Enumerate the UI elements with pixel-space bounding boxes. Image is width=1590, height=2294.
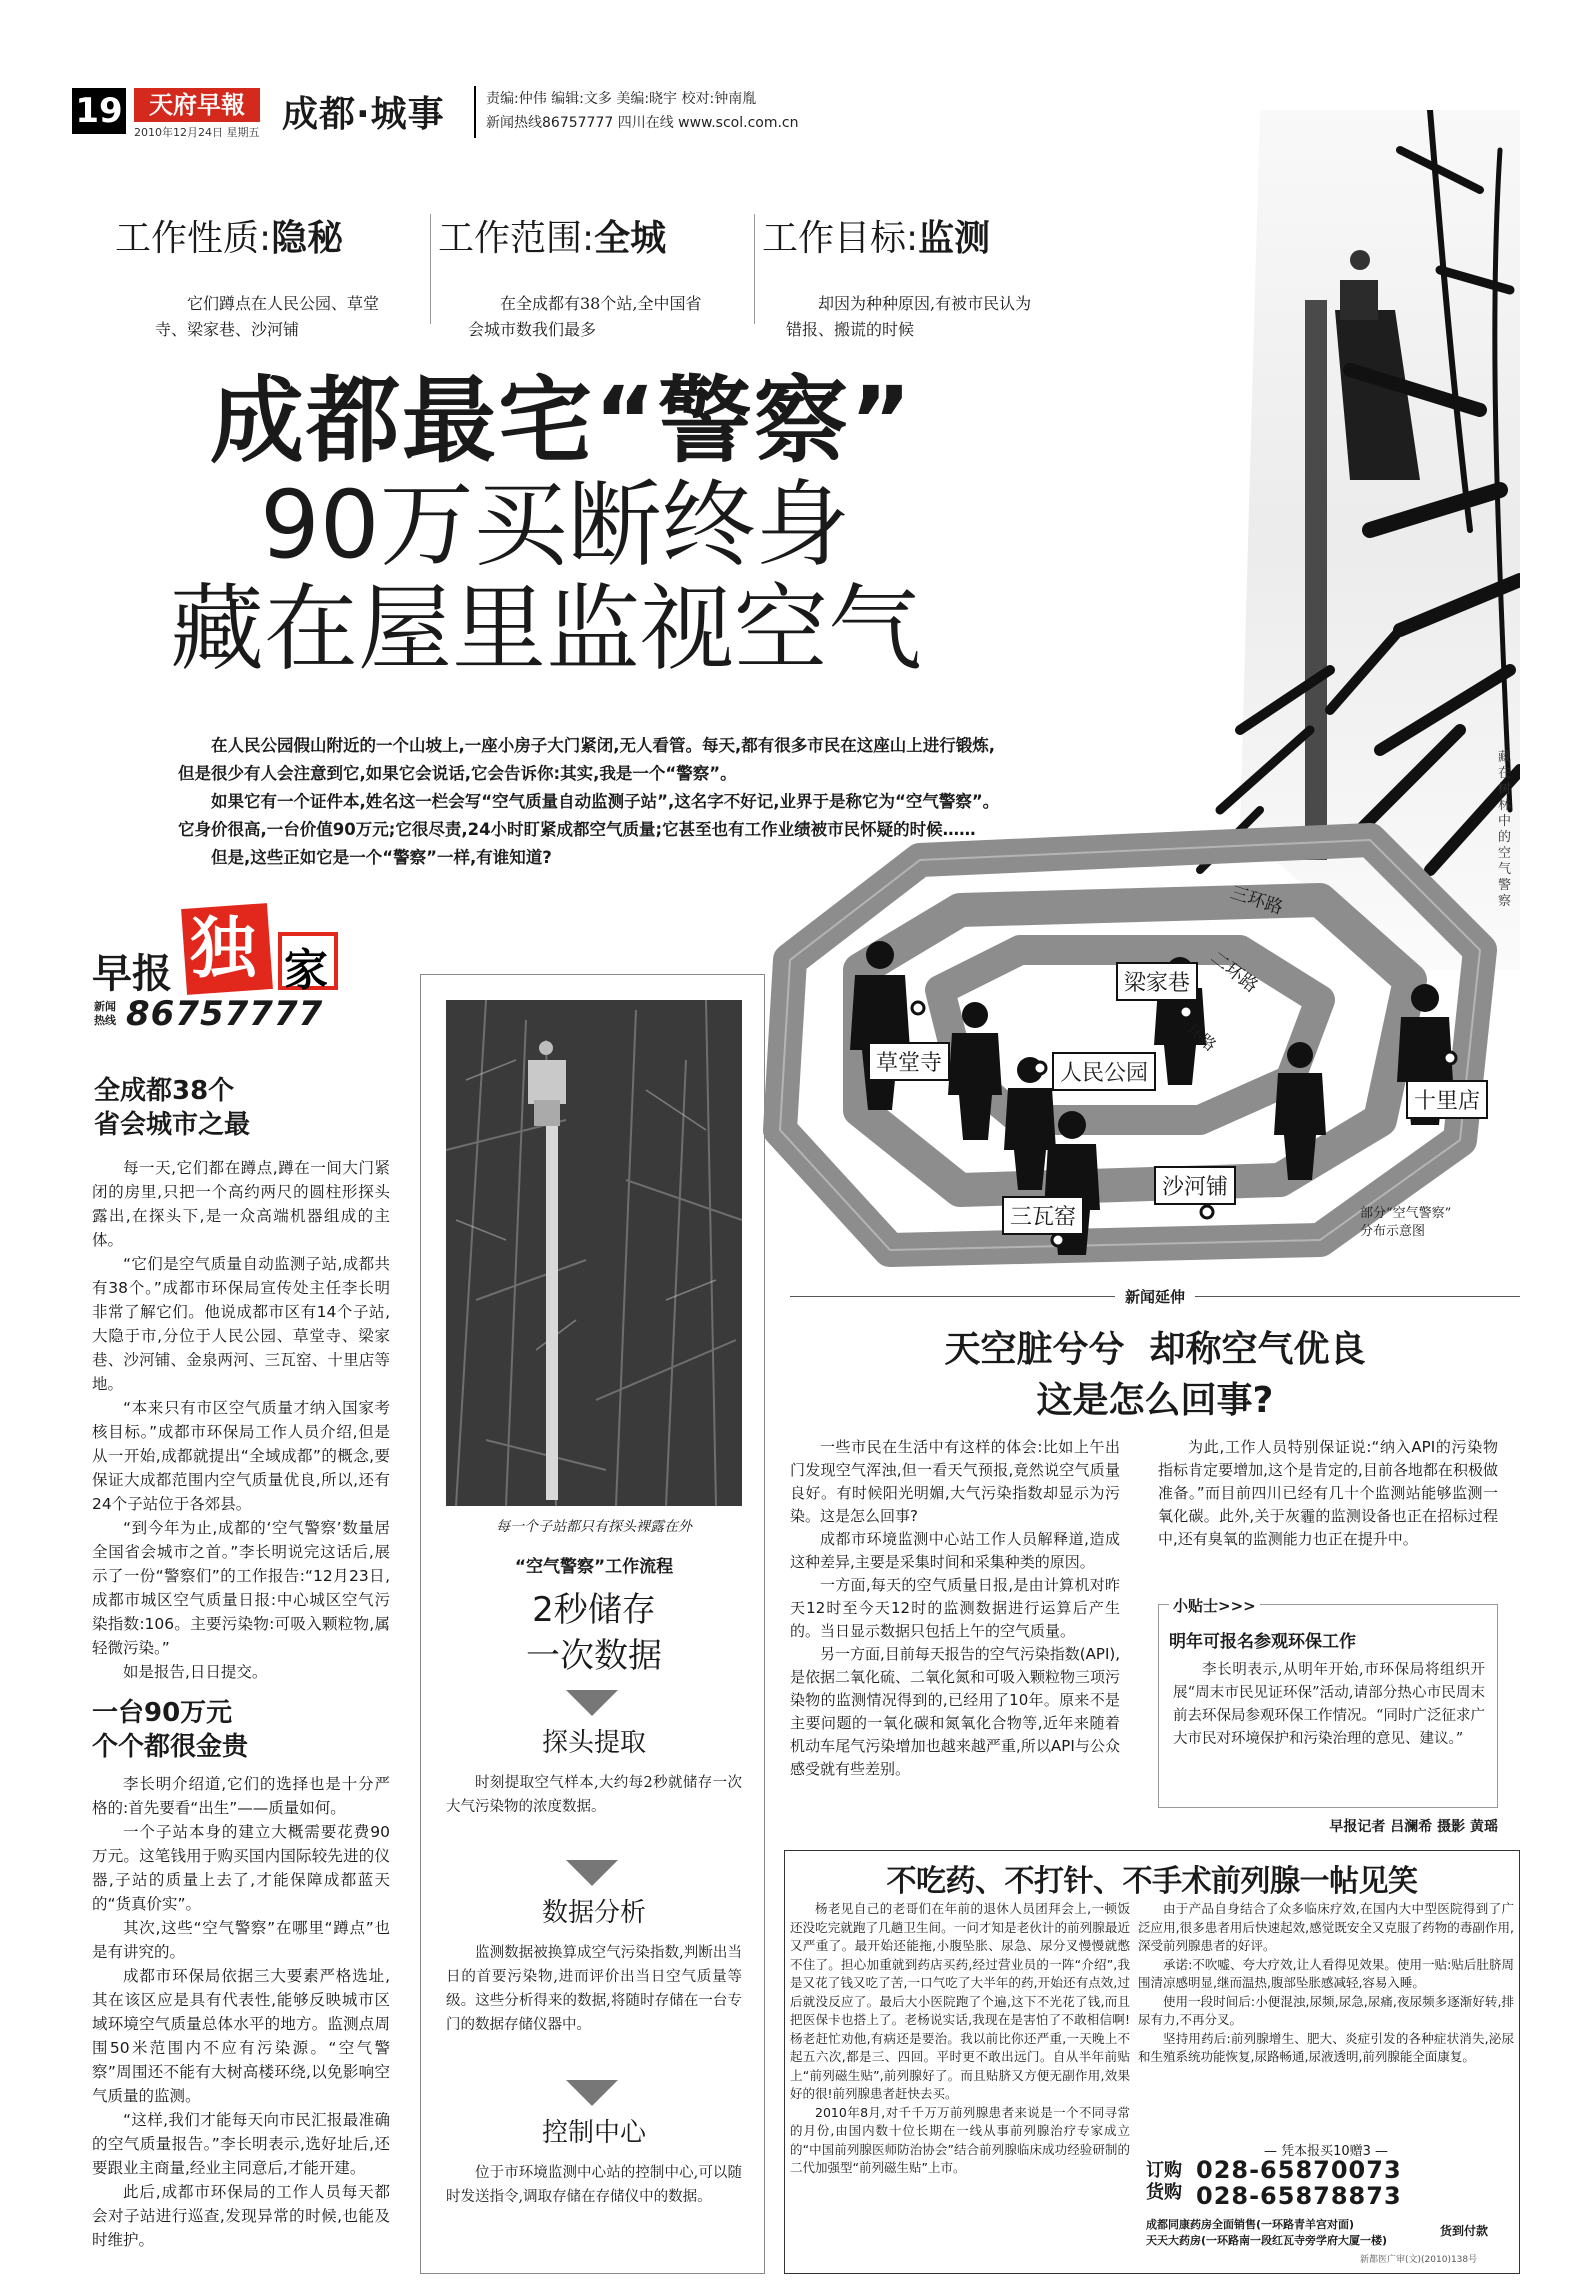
- hotline-label-1: 新闻: [94, 1000, 116, 1013]
- station-marker: [1444, 1052, 1456, 1064]
- fact-text: 却因为种种原因,有被市民认为错报、搬谎的时候: [786, 294, 1032, 339]
- fact-value: 全城: [594, 218, 667, 259]
- map-caption-1: 部分“空气警察”: [1360, 1206, 1452, 1221]
- ad-phone-2: 028-65878873: [1196, 2182, 1402, 2210]
- flow-label: “空气警察”工作流程: [514, 1557, 674, 1577]
- body-para: 李长明介绍道,它们的选择也是十分严格的:首先要看“出生”——质量如何。: [92, 1775, 390, 1817]
- flow-big-1: 2秒储存: [532, 1590, 656, 1630]
- station-label-liangjiaxiang: 梁家巷: [1116, 962, 1198, 1001]
- map-caption-2: 分布示意图: [1360, 1224, 1426, 1239]
- body-para: 成都市环保局依据三大要素严格选址,其在该区应是具有代表性,能够反映城市区域环境空气质量总体水平的地方。监测点周围50米范围内不应有污染源。“空气警察”周围还不能有大树高楼环绕,以免影响空气质量的监测。: [92, 1967, 390, 2105]
- page-number: 19: [72, 88, 126, 134]
- ad-order-label: [1146, 2160, 1186, 2204]
- left-paras-2: [92, 1772, 390, 2252]
- flow-step-title: 控制中心: [541, 2118, 646, 2148]
- headline-line-1: 成都最宅“警察”: [210, 367, 914, 476]
- left-column: [92, 1074, 390, 2252]
- fact-value: 隐秘: [271, 218, 344, 259]
- ad-para: 承诺:不吹嘘、夸大疗效,让人看得见效果。使用一贴:贴后肚脐周围清凉感明显,继而温热,腹部坠胀感减轻,容易入睡。: [1138, 1956, 1514, 1990]
- flow-arrow: [566, 1860, 618, 1886]
- fact-label: 工作性质:: [115, 218, 272, 259]
- tip-label: 小贴士>>>: [1169, 1595, 1260, 1616]
- section-title: 成都·城事: [282, 94, 445, 135]
- ring-label-3: 三环路: [1227, 882, 1286, 919]
- flow-arrow: [566, 2080, 618, 2106]
- flow-step-text: 时刻提取空气样本,大约每2秒就储存一次大气污染物的浓度数据。: [446, 1775, 742, 1815]
- credits-line-2: 新闻热线86757777 四川在线 www.scol.com.cn: [486, 115, 799, 131]
- body-para: 此后,成都市环保局的工作人员每天都会对子站进行巡查,发现异常的时候,也能及时维护。: [92, 2183, 390, 2249]
- station-photo-art: [446, 1000, 742, 1506]
- facts-row: [90, 210, 1050, 340]
- station-marker: [1201, 1206, 1213, 1218]
- ad-title: 不吃药、不打针、不手术前列腺一帖见笑: [886, 1864, 1418, 1899]
- flow-box: [446, 1552, 742, 1679]
- fact-divider-2: [754, 214, 755, 324]
- ad-offer-text: 凭本报买10赠3: [1281, 2144, 1371, 2159]
- station-label-shili: 十里店: [1406, 1080, 1488, 1119]
- headline-line-3: 藏在屋里监视空气: [170, 575, 923, 684]
- body-para: 另一方面,目前每天报告的空气污染指数(API),是依据二氧化硫、二氧化氮和可吸入颗粒物三项污染物的监测情况得到的,已经用了10年。原来不是主要问题的一氧化碳和氮氧化合物等,近年来随着机动车尾气污染增加也越来越严重,所以API与公众感受就有些差别。: [790, 1645, 1121, 1778]
- body-para: 一方面,每天的空气质量日报,是由计算机对昨天12时至今天12时的监测数据进行运算后产生的。当日显示数据只包括上午的空气质量。: [790, 1576, 1120, 1640]
- body-para: 成都市环境监测中心站工作人员解释道,造成这种差异,主要是采集时间和采集种类的原因。: [790, 1530, 1120, 1571]
- body-para: “这样,我们才能每天向市民汇报最准确的空气质量报告。”李长明表示,选好址后,还要跟业主商量,经业主同意后,才能开建。: [92, 2111, 390, 2177]
- credits-line-1: 责编:仲伟 编辑:文多 美编:晓宇 校对:钟南胤: [486, 91, 757, 107]
- exclusive-brand-1: 早报: [92, 951, 172, 997]
- fact-label: 工作范围:: [438, 218, 595, 259]
- intro-para: 如果它有一个证件本,姓名这一栏会写“空气质量自动监测子站”,这名字不好记,业界于是称它为“空气警察”。它身价很高,一台价值90万元;它很尽责,24小时盯紧成都空气质量;它甚至也有工作业绩被市民怀疑的时候……: [178, 792, 1000, 839]
- exclusive-brand-2: 独: [190, 910, 256, 987]
- ad-offer: — 凭本报买10赠3 —: [1263, 2144, 1389, 2159]
- ring-label-2: 二环路: [1206, 947, 1262, 998]
- issue-date: 2010年12月24日 星期五: [134, 126, 260, 139]
- subhead-line: 全成都38个: [94, 1076, 235, 1106]
- extension-title-1: 天空脏兮兮 却称空气优良: [944, 1329, 1366, 1370]
- news-extension: [790, 1286, 1520, 1423]
- subhead-line: 一台90万元: [92, 1698, 233, 1728]
- flow-arrow: [566, 1690, 618, 1716]
- ad-col-2: [1138, 1900, 1514, 2067]
- subhead-line: 个个都很金贵: [92, 1732, 249, 1762]
- extension-title-2: 这是怎么回事?: [1036, 1380, 1274, 1421]
- paper-logo: 天府早報: [134, 88, 260, 122]
- ring-map: [760, 820, 1520, 1290]
- body-para: “它们是空气质量自动监测子站,成都共有38个。”成都市环保局宣传处主任李长明非常了解它们。他说成都市区有14个子站,大隐于市,分位于人民公园、草堂寺、梁家巷、沙河铺、金泉两河、三瓦窑、十里店等地。: [92, 1255, 390, 1393]
- body-para: 为此,工作人员特别保证说:“纳入API的污染物指标肯定要增加,这个是肯定的,目前各地都在积极做准备。”而目前四川已经有几十个监测站能够监测一氧化碳。此外,关于灰霾的监测设备也正在招标过程中,还有臭氧的监测能力也正在提升中。: [1158, 1438, 1498, 1548]
- station-photo: [446, 1000, 742, 1506]
- hotline-number: 86757777: [126, 994, 324, 1034]
- exclusive-brand-3: 家: [284, 945, 328, 996]
- order-label: 货购: [1146, 2182, 1182, 2203]
- fact-divider-1: [430, 214, 431, 324]
- ad-address-2: 天天大药房(一环路南一段红瓦寺旁学府大厦一楼): [1146, 2234, 1388, 2247]
- exclusive-badge: [88, 902, 398, 1032]
- order-label: 订购: [1146, 2160, 1182, 2181]
- body-para: 每一天,它们都在蹲点,蹲在一间大门紧闭的房里,只把一个高约两尺的圆柱形探头露出,在探头下,是一众高端机器组成的主体。: [92, 1159, 390, 1249]
- ad-cod: 货到付款: [1440, 2224, 1489, 2238]
- tip-title: 明年可报名参观环保工作: [1169, 1632, 1356, 1652]
- flow-step-2: [446, 1892, 742, 2037]
- subhead-38: [94, 1074, 390, 1142]
- flow-step-title: 数据分析: [541, 1898, 646, 1928]
- extension-col-2: [1158, 1436, 1498, 1551]
- ring-label-1: 一环路: [1170, 1009, 1220, 1055]
- fact-text: 它们蹲点在人民公园、草堂寺、梁家巷、沙河铺: [155, 294, 380, 339]
- fact-nature: [115, 210, 415, 343]
- ad-para: 杨老见自己的老哥们在年前的退休人员团拜会上,一顿饭还没吃完就跑了几趟卫生间。一问才知是老伙计的前列腺最近又严重了。最开始还能拖,小腹坠胀、尿急、尿分叉慢慢就憋不住了。担心加重就到药店买药,经过营业员的一阵“介绍”,我是又花了钱又吃了苦,一口气吃了大半年的药,开始还有点效,过后就没反应了。最后大小医院跑了个遍,这下不光花了钱,而且把医保卡也搭上了。老杨说实话,我现在是害怕了不敢相信啊!杨老赶忙劝他,有病还是要治。我以前比你还严重,一天晚上不起五六次,都是三、四回。平时更不敢出远门。自从半年前贴上“前列磁生贴”,前列腺好了。而且贴脐又方便无副作用,效果好的很!前列腺患者赶快去买。: [790, 1901, 1130, 2101]
- tip-box: [1158, 1597, 1498, 1808]
- ad-para: 使用一段时间后:小便混浊,尿频,尿急,尿痛,夜尿频多逐渐好转,排尿有力,不再分叉。: [1138, 1993, 1514, 2027]
- fact-label: 工作目标:: [762, 218, 919, 259]
- station-marker: [1034, 1062, 1046, 1074]
- ad-para: 坚持用药后:前列腺增生、肥大、炎症引发的各种症状消失,泌尿和生殖系统功能恢复,尿路畅通,尿液透明,前列腺能全面康复。: [1138, 2030, 1514, 2064]
- station-marker: [1052, 1234, 1064, 1246]
- flow-step-title: 探头提取: [541, 1728, 646, 1758]
- body-para: 其次,这些“空气警察”在哪里“蹲点”也是有讲究的。: [92, 1919, 390, 1961]
- fact-goal: [762, 210, 1062, 343]
- flow-step-1: [446, 1722, 742, 1819]
- subhead-90w: [92, 1696, 390, 1764]
- ad-para: 2010年8月,对千千万万前列腺患者来说是一个不同寻常的月份,由国内数十位长期在一线从事前列腺治疗专家成立的“中国前列腺医师防治协会”结合前列腺临床成功经验研制的二代加强型“前列磁生贴”上市。: [790, 2104, 1130, 2175]
- intro-para: 但是,这些正如它是一个“警察”一样,有谁知道?: [211, 848, 552, 867]
- subhead-line: 省会城市之最: [94, 1110, 251, 1140]
- masthead-divider: [474, 86, 476, 138]
- flow-step-text: 位于市环境监测中心站的控制中心,可以随时发送指令,调取存储在存储仪中的数据。: [446, 2165, 742, 2205]
- ad-col-1: [790, 1900, 1130, 2178]
- ad-address-1: 成都同康药房全面销售(一环路青羊宫对面): [1146, 2218, 1355, 2231]
- station-label-renmin: 人民公园: [1052, 1052, 1156, 1091]
- body-para: “到今年为止,成都的‘空气警察’数量居全国省会城市之首。”李长明说完这话后,展示了一份“警察们”的工作报告:“12月23日,成都市城区空气质量日报:中心城区空气污染指数:106。主要污染物:可吸入颗粒物,属轻微污染。”: [92, 1519, 390, 1657]
- photo-caption-vertical: 藏在树林中的空气警察: [1498, 750, 1512, 909]
- station-label-caotang: 草堂寺: [868, 1042, 950, 1081]
- headline-line-2: 90万买断终身: [260, 471, 850, 580]
- fact-text: 在全成都有38个站,全中国省会城市数我们最多: [468, 294, 702, 339]
- extension-kicker: 新闻延伸: [1115, 1286, 1195, 1307]
- left-paras-1: [92, 1156, 390, 1684]
- ad-phone-1: 028-65870073: [1196, 2156, 1402, 2184]
- body-para: 一个子站本身的建立大概需要花费90万元。这笔钱用于购买国内国际较先进的仪器,子站的质量上去了,才能保障成都蓝天的“货真价实”。: [92, 1823, 390, 1913]
- flow-big-2: 一次数据: [526, 1636, 662, 1676]
- station-label-sanwa: 三瓦窑: [1002, 1196, 1084, 1235]
- tip-text: 李长明表示,从明年开始,市环保局将组织开展“周末市民见证环保”活动,请部分热心市民周末前去环保局参观环保工作情况。“同时广泛征求广大市民对环境保护和污染治理的意见、建议。”: [1173, 1662, 1485, 1747]
- intro-para: 在人民公园假山附近的一个山坡上,一座小房子大门紧闭,无人看管。每天,都有很多市民在这座山上进行锻炼,但是很少有人会注意到它,如果它会说话,它会告诉你:其实,我是一个“警察”。: [178, 736, 996, 783]
- ad-para: 由于产品自身结合了众多临床疗效,在国内大中型医院得到了广泛应用,很多患者用后快速起效,感觉既安全又克服了药物的毒副作用,深受前列腺患者的好评。: [1138, 1901, 1514, 1953]
- station-label-shahe: 沙河铺: [1154, 1166, 1236, 1205]
- extension-col-1: [790, 1436, 1120, 1781]
- fact-scope: [438, 210, 738, 343]
- body-para: 一些市民在生活中有这样的体会:比如上午出门发现空气浑浊,但一看天气预报,竟然说空气质量良好。有时候阳光明媚,大气污染指数却显示为污染。这是怎么回事?: [790, 1438, 1120, 1525]
- fact-value: 监测: [918, 218, 991, 259]
- flow-step-3: [446, 2112, 742, 2209]
- ad-fine-print: 新都医广审(文)(2010)138号: [1360, 2255, 1478, 2265]
- body-para: 如是报告,日日提交。: [123, 1663, 268, 1681]
- byline: 早报记者 吕澜希 摄影 黄瑶: [1329, 1819, 1498, 1835]
- body-para: “本来只有市区空气质量才纳入国家考核目标。”成都市环保局工作人员介绍,但是从一开始,成都就提出“全域成都”的概念,要保证大成都范围内空气质量优良,所以,还有24个子站位于各郊县。: [92, 1399, 390, 1513]
- station-marker: [912, 1002, 924, 1014]
- flow-step-text: 监测数据被换算成空气污染指数,判断出当日的首要污染物,进而评价出当日空气质量等级。这些分析得来的数据,将随时存储在一台专门的数据存储仪器中。: [446, 1945, 742, 2033]
- headline: [150, 367, 1070, 684]
- hotline-label-2: 热线: [94, 1014, 116, 1027]
- station-photo-caption: 每一个子站都只有探头裸露在外: [496, 1519, 692, 1535]
